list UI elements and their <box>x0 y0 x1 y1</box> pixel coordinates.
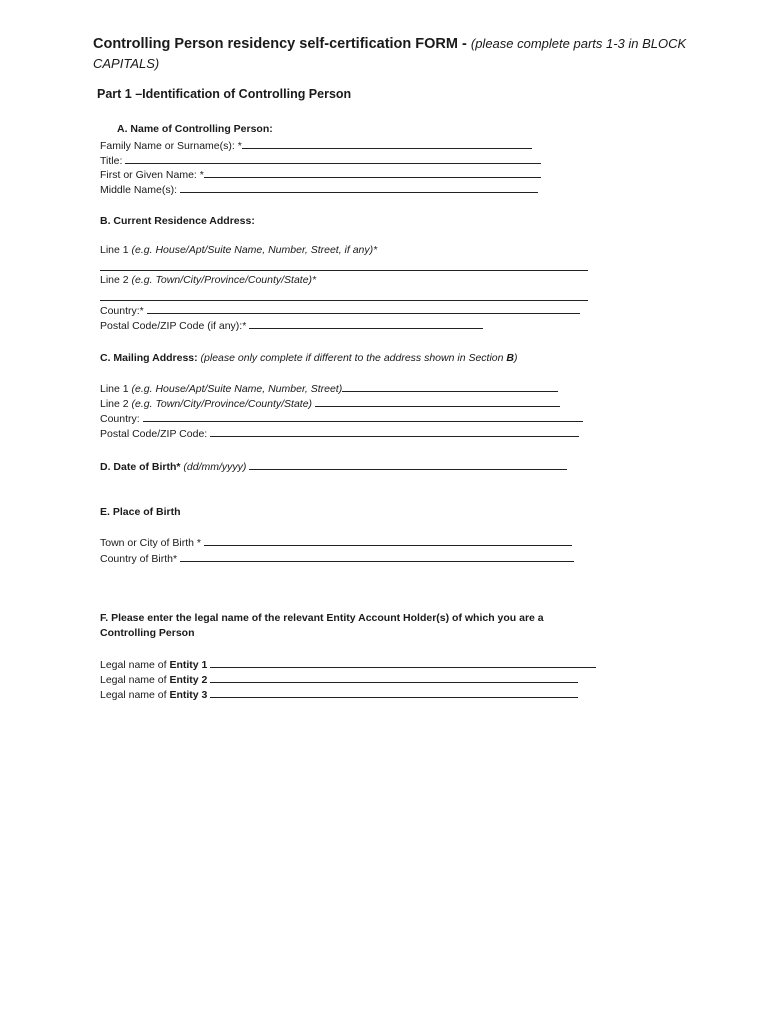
entity2-field[interactable] <box>210 671 578 683</box>
section-a-heading: A. Name of Controlling Person: <box>117 123 273 135</box>
first-name-label: First or Given Name: * <box>100 169 204 181</box>
country-birth-label: Country of Birth* <box>100 553 180 565</box>
res-country-field[interactable] <box>147 302 580 314</box>
entity3-prefix: Legal name of <box>100 689 170 701</box>
res-line1-label: Line 1 <box>100 244 132 256</box>
section-e-heading: E. Place of Birth <box>100 506 181 518</box>
res-line1-hint: (e.g. House/Apt/Suite Name, Number, Street, if any)* <box>131 244 378 256</box>
middle-name-field[interactable] <box>180 181 538 193</box>
mail-country-field[interactable] <box>143 410 583 422</box>
entity1-prefix: Legal name of <box>100 659 170 671</box>
entity3-row <box>100 686 578 702</box>
res-line1-row <box>100 243 377 257</box>
town-birth-label: Town or City of Birth * <box>100 537 204 549</box>
entity3-label: Entity 3 <box>169 689 211 701</box>
mail-line1-field[interactable] <box>342 380 558 392</box>
family-name-label: Family Name or Surname(s): * <box>100 140 242 152</box>
entity1-row <box>100 656 596 672</box>
form-title <box>93 34 693 74</box>
res-country-label: Country:* <box>100 305 147 317</box>
mail-postal-row <box>100 425 579 441</box>
first-name-field[interactable] <box>204 166 541 178</box>
family-name-row <box>100 137 532 153</box>
town-birth-row <box>100 534 572 550</box>
section-b-heading: B. Current Residence Address: <box>100 215 255 227</box>
mail-country-row <box>100 410 583 426</box>
mail-line1-label: Line 1 <box>100 383 132 395</box>
mail-postal-field[interactable] <box>210 425 579 437</box>
entity1-field[interactable] <box>210 656 596 668</box>
section-f-heading-line1: F. Please enter the legal name of the relevant Entity Account Holder(s) of which you are a <box>100 612 544 624</box>
mail-line2-field[interactable] <box>315 395 560 407</box>
entity1-label: Entity 1 <box>169 659 211 671</box>
section-c-hint-bold: B <box>506 352 514 364</box>
dob-heading: D. Date of Birth* <box>100 461 184 473</box>
mail-line2-hint: (e.g. Town/City/Province/County/State) <box>131 398 315 410</box>
res-line2-field[interactable] <box>100 300 588 301</box>
middle-name-row <box>100 181 538 197</box>
form-title-main: Controlling Person residency self-certification FORM - <box>93 36 471 52</box>
res-postal-field[interactable] <box>249 317 483 329</box>
entity2-prefix: Legal name of <box>100 674 170 686</box>
title-field[interactable] <box>125 152 541 164</box>
entity2-label: Entity 2 <box>169 674 211 686</box>
title-label: Title: <box>100 155 126 167</box>
dob-hint: (dd/mm/yyyy) <box>183 461 250 473</box>
mail-line1-hint: (e.g. House/Apt/Suite Name, Number, Street) <box>131 383 343 395</box>
mail-line1-row <box>100 380 558 396</box>
entity3-field[interactable] <box>210 686 578 698</box>
first-name-row <box>100 166 541 182</box>
country-birth-field[interactable] <box>180 550 574 562</box>
part1-heading: Part 1 –Identification of Controlling Person <box>97 87 352 101</box>
res-postal-row <box>100 317 483 333</box>
dob-field[interactable] <box>249 458 567 470</box>
dob-row <box>100 458 567 474</box>
res-line1-field[interactable] <box>100 270 588 271</box>
town-birth-field[interactable] <box>204 534 572 546</box>
res-country-row <box>100 302 580 318</box>
mail-postal-label: Postal Code/ZIP Code: <box>100 428 211 440</box>
section-c-title: C. Mailing Address: <box>100 352 201 364</box>
section-f-heading-line2: Controlling Person <box>100 627 195 639</box>
res-line2-row <box>100 273 316 287</box>
section-c-heading <box>100 351 517 365</box>
section-c-hint: (please only complete if different to the address shown in Section <box>200 352 507 364</box>
mail-line2-label: Line 2 <box>100 398 132 410</box>
section-c-hint-end: ) <box>513 352 518 364</box>
res-line2-hint: (e.g. Town/City/Province/County/State)* <box>131 274 317 286</box>
family-name-field[interactable] <box>242 137 532 149</box>
entity2-row <box>100 671 578 687</box>
country-birth-row <box>100 550 574 566</box>
res-postal-label: Postal Code/ZIP Code (if any):* <box>100 320 250 332</box>
mail-line2-row <box>100 395 560 411</box>
form-title-note: (please complete parts 1-3 in BLOCK CAPITALS) <box>93 36 687 71</box>
res-line2-label: Line 2 <box>100 274 132 286</box>
middle-name-label: Middle Name(s): <box>100 184 180 196</box>
mail-country-label: Country: <box>100 413 143 425</box>
